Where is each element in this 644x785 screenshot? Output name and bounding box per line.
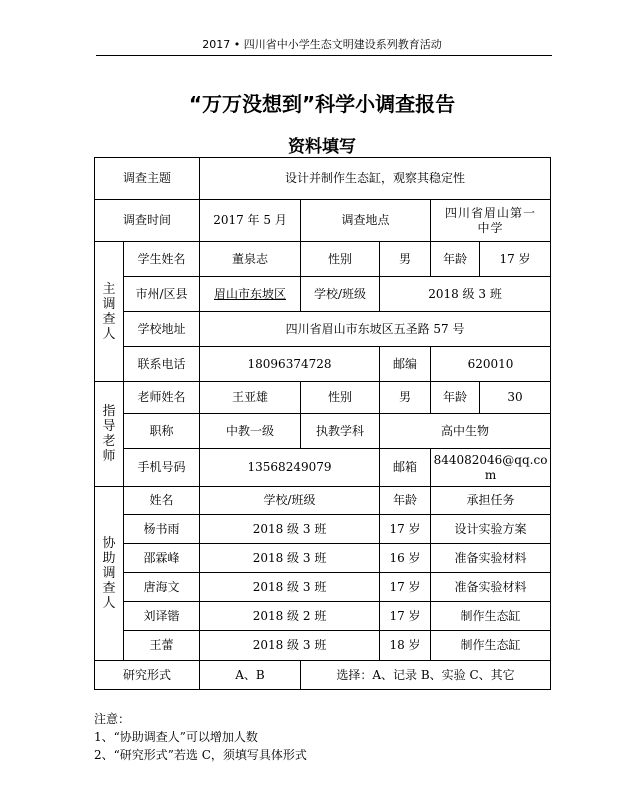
assist-char-5: 人 xyxy=(102,596,116,611)
table-row xyxy=(95,631,551,661)
assist-task: 准备实验材料 xyxy=(431,573,551,602)
assist-task: 制作生态缸 xyxy=(431,631,551,661)
school-label: 学校/班级 xyxy=(301,277,380,312)
research-form-value: A、B xyxy=(200,661,301,690)
notes xyxy=(94,710,307,764)
assist-task: 设计实验方案 xyxy=(431,515,551,544)
teacher-section-label xyxy=(95,382,124,487)
assist-class: 2018 级 3 班 xyxy=(200,573,380,602)
assist-name: 邵霖峰 xyxy=(124,544,200,573)
assist-age: 17 岁 xyxy=(380,573,431,602)
assist-header-class: 学校/班级 xyxy=(200,487,380,515)
table-row xyxy=(95,602,551,631)
city-label: 市州/区县 xyxy=(124,277,200,312)
assist-class: 2018 级 3 班 xyxy=(200,515,380,544)
assist-header-age: 年龄 xyxy=(380,487,431,515)
teacher-char-4: 师 xyxy=(102,449,116,464)
teacher-mobile-label: 手机号码 xyxy=(124,449,200,487)
teacher-name-label: 老师姓名 xyxy=(124,382,200,414)
teacher-age: 30 xyxy=(480,382,551,414)
city-value: 眉山市东坡区 xyxy=(200,277,301,312)
assist-age: 17 岁 xyxy=(380,602,431,631)
topic-row xyxy=(95,158,551,200)
assist-task: 制作生态缸 xyxy=(431,602,551,631)
teacher-name: 王亚雄 xyxy=(200,382,301,414)
assist-age: 16 岁 xyxy=(380,544,431,573)
student-gender: 男 xyxy=(380,242,431,277)
main-address-row xyxy=(95,312,551,347)
report-title: “万万没想到”科学小调查报告 xyxy=(188,92,456,116)
teacher-mobile-row xyxy=(95,449,551,487)
assist-name: 杨书雨 xyxy=(124,515,200,544)
teacher-title-row xyxy=(95,414,551,449)
main-city-row xyxy=(95,277,551,312)
main-char-2: 调 xyxy=(102,296,116,312)
research-form-row xyxy=(95,661,551,690)
notes-title: 注意： xyxy=(94,712,131,726)
teacher-gender-label: 性别 xyxy=(301,382,380,414)
topic-label: 调查主题 xyxy=(95,158,200,200)
assist-header-row xyxy=(95,487,551,515)
student-name-label: 学生姓名 xyxy=(124,242,200,277)
teacher-subject-label: 执教学科 xyxy=(301,414,380,449)
header-divider xyxy=(96,55,552,56)
place-value xyxy=(431,200,551,242)
assist-name: 刘译锴 xyxy=(124,602,200,631)
teacher-email xyxy=(431,449,551,487)
assist-age: 17 岁 xyxy=(380,515,431,544)
page-header: 2017 • 四川省中小学生态文明建设系列教育活动 xyxy=(202,38,442,51)
place-line-2: 中学 xyxy=(477,220,504,235)
teacher-age-label: 年龄 xyxy=(431,382,480,414)
table-row xyxy=(95,515,551,544)
main-name-row xyxy=(95,242,551,277)
research-form-options: 选择：A、记录 B、实验 C、其它 xyxy=(301,661,551,690)
note-2: 2、“研究形式”若选 C，须填写具体形式 xyxy=(94,748,307,762)
assist-age: 18 岁 xyxy=(380,631,431,661)
table-row xyxy=(95,544,551,573)
assist-char-1: 协 xyxy=(102,536,116,551)
assist-name: 唐海文 xyxy=(124,573,200,602)
teacher-title-label: 职称 xyxy=(124,414,200,449)
phone-label: 联系电话 xyxy=(124,347,200,382)
assist-section-label xyxy=(95,487,124,661)
main-phone-row xyxy=(95,347,551,382)
student-age-label: 年龄 xyxy=(431,242,480,277)
zip-value: 620010 xyxy=(431,347,551,382)
student-gender-label: 性别 xyxy=(301,242,380,277)
main-section-label xyxy=(95,242,124,382)
assist-class: 2018 级 2 班 xyxy=(200,602,380,631)
main-char-4: 人 xyxy=(102,326,116,342)
main-char-3: 查 xyxy=(102,311,116,327)
student-age: 17 岁 xyxy=(480,242,551,277)
assist-header-task: 承担任务 xyxy=(431,487,551,515)
teacher-char-2: 导 xyxy=(102,419,116,434)
note-1: 1、“协助调查人”可以增加人数 xyxy=(94,730,258,744)
teacher-name-row xyxy=(95,382,551,414)
assist-char-3: 调 xyxy=(102,566,116,581)
section-subtitle: 资料填写 xyxy=(288,137,356,157)
topic-value: 设计并制作生态缸，观察其稳定性 xyxy=(200,158,551,200)
time-label: 调查时间 xyxy=(95,200,200,242)
teacher-char-1: 指 xyxy=(102,404,116,419)
teacher-gender: 男 xyxy=(380,382,431,414)
place-line-1: 四川省眉山第一 xyxy=(445,205,537,220)
time-row xyxy=(95,200,551,242)
assist-char-4: 查 xyxy=(102,581,116,596)
assist-class: 2018 级 3 班 xyxy=(200,631,380,661)
survey-form-table xyxy=(94,157,551,690)
assist-header-name: 姓名 xyxy=(124,487,200,515)
address-label: 学校地址 xyxy=(124,312,200,347)
research-form-label: 研究形式 xyxy=(95,661,200,690)
phone-value: 18096374728 xyxy=(200,347,380,382)
assist-task: 准备实验材料 xyxy=(431,544,551,573)
teacher-title: 中教一级 xyxy=(200,414,301,449)
time-value: 2017 年 5 月 xyxy=(200,200,301,242)
main-char-1: 主 xyxy=(102,281,116,297)
student-name: 董泉志 xyxy=(200,242,301,277)
school-value: 2018 级 3 班 xyxy=(380,277,551,312)
teacher-subject: 高中生物 xyxy=(380,414,551,449)
teacher-mobile: 13568249079 xyxy=(200,449,380,487)
assist-name: 王蕾 xyxy=(124,631,200,661)
table-row xyxy=(95,573,551,602)
assist-char-2: 助 xyxy=(102,551,116,566)
email-line-2: m xyxy=(484,467,497,482)
zip-label: 邮编 xyxy=(380,347,431,382)
teacher-char-3: 老 xyxy=(102,434,116,449)
email-line-1: 844082046@qq.co xyxy=(433,452,548,467)
place-label: 调查地点 xyxy=(301,200,431,242)
address-value: 四川省眉山市东坡区五圣路 57 号 xyxy=(200,312,551,347)
teacher-email-label: 邮箱 xyxy=(380,449,431,487)
assist-class: 2018 级 3 班 xyxy=(200,544,380,573)
